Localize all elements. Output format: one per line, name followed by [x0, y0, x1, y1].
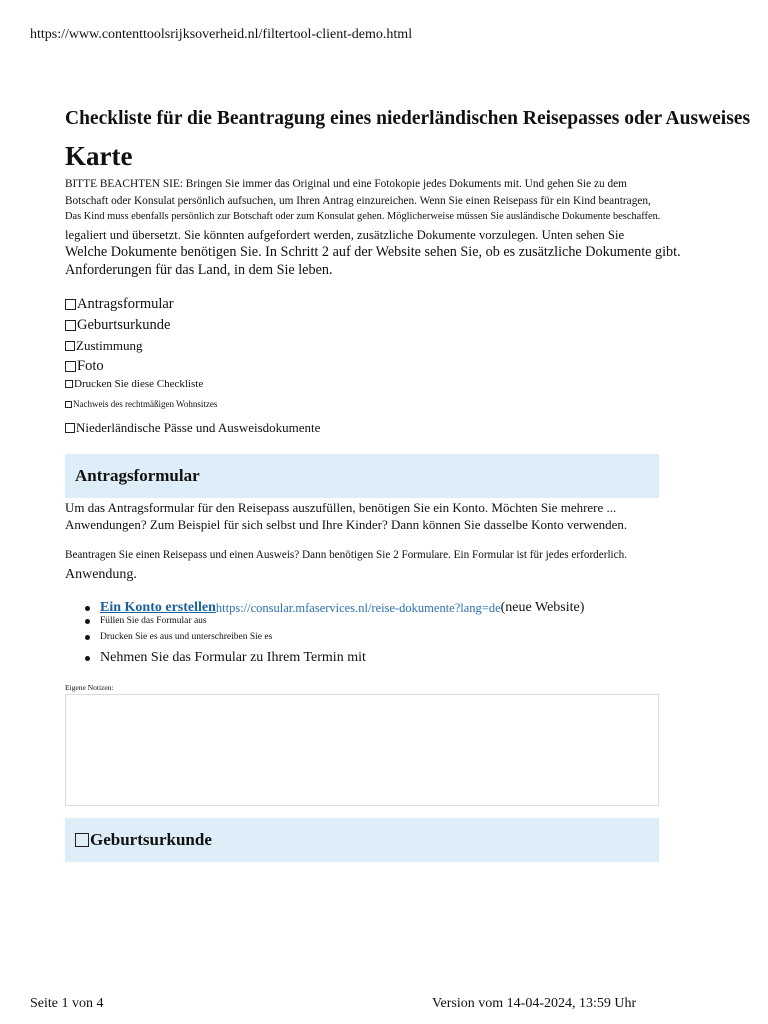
create-account-link[interactable]: Ein Konto erstellen [100, 600, 216, 615]
list-item [85, 650, 366, 666]
checkbox-icon[interactable] [65, 380, 73, 388]
intro-line-6: Anforderungen für das Land, in dem Sie leben. [65, 262, 333, 278]
checklist-label: Zustimmung [76, 338, 143, 353]
checklist-item-paesse[interactable] [65, 420, 320, 436]
bullet-icon [85, 619, 90, 624]
section-paragraph-2-line-1: Beantragen Sie einen Reisepass und einen Ausweis? Dann benötigen Sie 2 Formulare. Ein Formular ist für jedes erforderlich. [65, 549, 628, 561]
list-item [85, 632, 272, 642]
checklist-label: Nachweis des rechtmäßigen Wohnsitzes [73, 399, 218, 409]
page-title: Checkliste für die Beantragung eines niederländischen Reisepasses oder Ausweises [65, 108, 751, 129]
checkbox-icon[interactable] [65, 341, 75, 351]
list-item [85, 600, 584, 616]
list-item [85, 616, 207, 626]
intro-line-2: Botschaft oder Konsulat persönlich aufsuchen, um Ihren Antrag einzureichen. Wenn Sie einen Reisepass für ein Kind beantragen, [65, 195, 651, 207]
checklist-item-drucken[interactable] [65, 378, 203, 390]
checklist-label: Drucken Sie diese Checkliste [74, 378, 204, 390]
checkbox-icon[interactable] [65, 423, 75, 433]
checklist-item-zustimmung[interactable] [65, 338, 142, 354]
intro-line-4: legaliert und übersetzt. Sie könnten aufgefordert werden, zusätzliche Dokumente vorzulegen. Unten sehen Sie [65, 228, 625, 242]
page-title-continued: Karte [65, 141, 133, 171]
bullet-icon [85, 656, 90, 661]
version-date: Version vom 14-04-2024, 13:59 Uhr [432, 996, 637, 1011]
checkbox-icon[interactable] [65, 299, 76, 310]
checklist-label: Foto [77, 358, 104, 374]
checkbox-icon[interactable] [65, 361, 76, 372]
section-title: Antragsformular [75, 466, 200, 485]
notes-textarea[interactable] [65, 694, 659, 806]
notes-label: Eigene Notizen: [65, 683, 114, 692]
checkbox-icon[interactable] [75, 833, 89, 847]
intro-line-5: Welche Dokumente benötigen Sie. In Schritt 2 auf der Website sehen Sie, ob es zusätzliche Dokumente gibt. [65, 244, 681, 260]
checklist-item-nachweis[interactable] [65, 399, 217, 409]
new-website-note: (neue Website) [500, 600, 585, 615]
checklist-item-foto[interactable] [65, 358, 104, 375]
list-item-text: Nehmen Sie das Formular zu Ihrem Termin mit [100, 650, 366, 665]
section-heading-antragsformular [65, 454, 659, 498]
checklist-item-geburtsurkunde[interactable] [65, 317, 170, 334]
checklist-label: Niederländische Pässe und Ausweisdokumente [76, 420, 321, 435]
list-item-text: Füllen Sie das Formular aus [100, 616, 207, 626]
bullet-icon [85, 606, 90, 611]
section-paragraph-2-line-2: Anwendung. [65, 567, 137, 582]
bullet-icon [85, 635, 90, 640]
intro-line-3: Das Kind muss ebenfalls persönlich zur Botschaft oder zum Konsulat gehen. Möglicherweise müssen Sie ausländische Dokumente beschaffen. [65, 211, 661, 222]
page-number: Seite 1 von 4 [30, 996, 104, 1011]
checklist-label: Geburtsurkunde [77, 317, 171, 333]
section-paragraph-1-line-2: Anwendungen? Zum Beispiel für sich selbst und Ihre Kinder? Dann können Sie dasselbe Konto verwenden. [65, 517, 628, 532]
checkbox-icon[interactable] [65, 320, 76, 331]
intro-line-1: BITTE BEACHTEN SIE: Bringen Sie immer das Original und eine Fotokopie jedes Dokuments mit. Und gehen Sie zu dem [65, 178, 627, 190]
list-item-text: Drucken Sie es aus und unterschreiben Sie es [100, 632, 273, 642]
page-url: https://www.contenttoolsrijksoverheid.nl/filtertool-client-demo.html [30, 27, 413, 42]
checkbox-icon[interactable] [65, 401, 72, 408]
section-title: Geburtsurkunde [90, 830, 212, 849]
section-heading-geburtsurkunde [65, 818, 659, 862]
account-url-link[interactable]: https://consular.mfaservices.nl/reise-dokumente?lang=de [215, 600, 501, 615]
checklist-label: Antragsformular [77, 296, 174, 312]
checklist-item-antragsformular[interactable] [65, 296, 174, 313]
section-paragraph-1-line-1: Um das Antragsformular für den Reisepass auszufüllen, benötigen Sie ein Konto. Möchten Sie mehrere ... [65, 500, 617, 515]
